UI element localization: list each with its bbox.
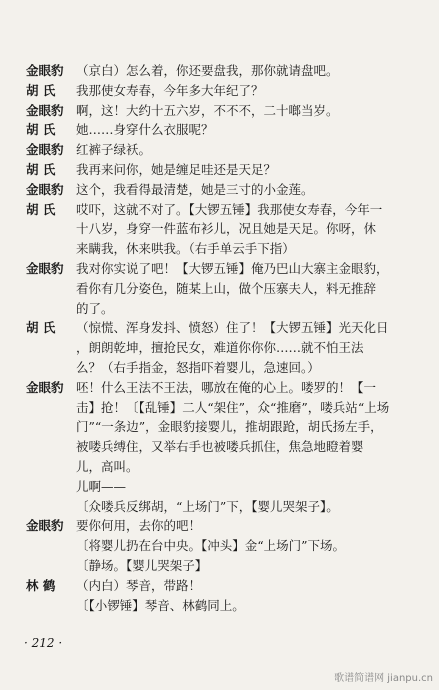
speaker-name: 胡 氏	[26, 320, 56, 336]
dialogue-line	[26, 62, 421, 80]
continuation-line	[76, 597, 421, 615]
continuation-line	[76, 280, 421, 298]
line-text: 儿，高叫。	[76, 459, 139, 474]
line-text: 来瞒我，休来哄我。（右手单云手下指）	[76, 241, 295, 257]
dialogue-line	[26, 141, 421, 159]
dialogue-line	[26, 161, 421, 179]
line-text: 这个，我看得最清楚，她是三寸的小金莲。	[76, 181, 314, 197]
speaker-name: 金眼豹	[26, 63, 64, 78]
continuation-line	[76, 240, 421, 258]
speaker-name: 胡 氏	[26, 122, 56, 138]
line-text: 门”“一条边”，金眼豹接婴儿，推胡跟跄，胡氏扬左手，	[76, 419, 383, 435]
line-text: 〔众喽兵反绑胡，“上场门”下，【婴儿哭架子】。	[76, 498, 339, 514]
continuation-line	[76, 359, 421, 377]
continuation-line	[76, 418, 421, 436]
dialogue-line	[26, 181, 421, 199]
continuation-line	[76, 458, 421, 476]
speaker-name: 金眼豹	[26, 518, 64, 534]
line-text: 么？（右手指金，怒指吓着婴儿，急速回。）	[76, 360, 320, 375]
line-text: 红裤子绿袄。	[76, 142, 152, 158]
speaker-name: 胡 氏	[26, 201, 56, 217]
speaker-name: 胡 氏	[26, 162, 56, 177]
continuation-line	[76, 339, 421, 357]
dialogue-line	[26, 319, 421, 337]
line-text: （京白）怎么着，你还要盘我，那你就请盘吧。	[76, 63, 339, 78]
speaker-name: 金眼豹	[26, 142, 64, 158]
dialogue-line	[26, 82, 421, 100]
page-number: · 212 ·	[24, 636, 63, 650]
line-text: （惊慌、浑身发抖、愤怒）住了！【大锣五锤】光天化日	[76, 320, 389, 336]
line-text: 她……身穿什么衣服呢？	[76, 122, 214, 138]
line-text: （内白）琴音，带路！	[76, 577, 202, 593]
line-text: 我再来问你，她是缠足哇还是天足？	[76, 162, 277, 177]
speaker-name: 金眼豹	[26, 379, 64, 395]
dialogue-line	[26, 379, 421, 397]
line-text: 我对你实说了吧！【大锣五锤】俺乃巴山大寨主金眼豹，	[76, 261, 389, 276]
line-text: 〔【小锣锤】琴音、林鹤同上。	[76, 597, 245, 613]
continuation-line	[76, 438, 421, 456]
continuation-line	[76, 399, 421, 417]
dialogue-line	[26, 121, 421, 139]
continuation-line	[76, 478, 421, 496]
continuation-line	[76, 537, 421, 555]
speaker-name: 胡 氏	[26, 82, 56, 98]
continuation-line	[76, 557, 421, 575]
line-text: 击】抢！〔【乱锤】二人“架住”，众“推磨”，喽兵站“上场	[76, 399, 390, 415]
line-text: 呸！什么王法不王法，哪放在俺的心上。喽罗的！【一	[76, 379, 377, 395]
line-text: 儿啊——	[76, 478, 127, 494]
line-text: 我那使女寿春，今年多大年纪了？	[76, 82, 264, 98]
watermark: 歌谱简谱网 jianpu.cn	[334, 673, 433, 684]
speaker-name: 金眼豹	[26, 102, 64, 118]
dialogue-line	[26, 517, 421, 535]
continuation-line	[76, 300, 421, 318]
line-text: 要你何用，去你的吧！	[76, 518, 202, 534]
dialogue-line	[26, 260, 421, 278]
line-text: 的了。	[76, 300, 114, 316]
line-text: 啊，这！大约十五六岁，不不不，二十啷当岁。	[76, 102, 339, 118]
line-text: 被喽兵缚住，又举右手也被喽兵抓住，焦急地瞪着婴	[76, 439, 364, 455]
continuation-line	[76, 498, 421, 516]
dialogue-line	[26, 102, 421, 120]
line-text: 〔将婴儿扔在台中央。【冲头】金“上场门”下场。	[76, 538, 346, 554]
line-text: 十八岁，身穿一件蓝布衫儿，况且她是天足。你呀，休	[76, 221, 377, 237]
line-text: 〔静场。【婴儿哭架子】	[76, 558, 208, 573]
speaker-name: 金眼豹	[26, 181, 64, 197]
dialogue-line	[26, 577, 421, 595]
line-text: ，朗朗乾坤，擅抢民女，难道你你你……就不怕王法	[76, 340, 364, 356]
dialogue-line	[26, 201, 421, 219]
line-text: 哎吓，这就不对了。【大锣五锤】我那使女寿春，今年一	[76, 201, 383, 217]
speaker-name: 林 鹤	[26, 577, 56, 593]
line-text: 看你有几分姿色，随某上山，做个压寨夫人，料无推辞	[76, 280, 377, 296]
continuation-line	[76, 220, 421, 238]
speaker-name: 金眼豹	[26, 261, 64, 276]
